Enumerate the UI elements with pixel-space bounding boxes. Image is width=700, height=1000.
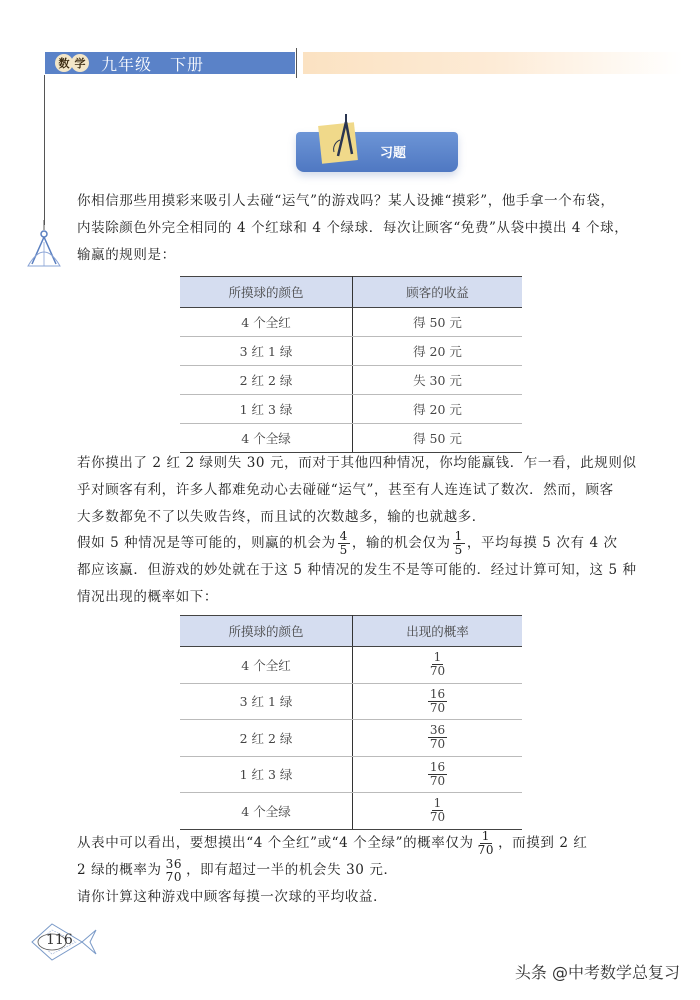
text-line: 都应该赢．但游戏的妙处就在于这 5 种情况的发生不是等可能的．经过计算可知，这 5 种	[77, 562, 637, 578]
table-row	[180, 756, 522, 793]
text-line	[77, 530, 637, 557]
header-divider	[296, 48, 297, 78]
text-span: 从表中可以看出，要想摸出“4 个全红”或“4 个全绿”的概率仅为	[77, 835, 474, 851]
text-span: ，即有超过一半的机会失 30 元．	[186, 862, 398, 878]
subject-badge	[55, 54, 87, 72]
header-title	[101, 52, 204, 75]
table-row	[180, 647, 522, 684]
fraction-denominator: 70	[429, 773, 446, 788]
table-cell: 4 个全红	[180, 308, 353, 337]
table-row	[180, 308, 522, 337]
exercise-title: 习题	[380, 146, 407, 161]
text-line: 情况出现的概率如下：	[77, 589, 218, 605]
fraction-numerator: 36	[429, 723, 446, 738]
text-line: 大多数都免不了以失败告终，而且试的次数越多，输的也就越多．	[77, 509, 486, 525]
probability-fraction	[428, 651, 447, 678]
intro-paragraph	[77, 188, 637, 269]
table-row	[180, 793, 522, 830]
header-gradient-band	[303, 52, 683, 74]
fraction-numerator: 1	[433, 650, 442, 665]
text-line: 你相信那些用摸彩来吸引人去碰“运气”的游戏吗？某人设摊“摸彩”，他手拿一个布袋，	[77, 193, 615, 209]
subject-badge-char: 数	[55, 54, 73, 72]
table-row	[180, 683, 522, 720]
fraction-denominator: 70	[429, 700, 446, 715]
text-line	[77, 857, 637, 884]
column-header: 出现的概率	[353, 616, 523, 647]
conclusion-paragraph	[77, 830, 637, 911]
table-row	[180, 337, 522, 366]
table-cell: 得 50 元	[353, 308, 523, 337]
table-cell: 得 20 元	[353, 337, 523, 366]
compass-icon	[330, 112, 360, 162]
subject-badge-char: 学	[71, 54, 89, 72]
column-header: 顾客的收益	[353, 277, 523, 308]
probability-fraction	[428, 761, 447, 788]
compass-ornament-icon	[24, 220, 64, 270]
table-row	[180, 424, 522, 453]
text-line: 乎对顾客有利，许多人都难免动心去碰碰“运气”，甚至有人连连试了数次．然而，顾客	[77, 482, 614, 498]
fraction-numerator: 16	[429, 686, 446, 701]
table-cell	[353, 793, 523, 830]
text-line: 内装除颜色外完全相同的 4 个红球和 4 个绿球．每次让顾客“免费”从袋中摸出 4 个球，	[77, 220, 629, 236]
grade-label: 九年级	[101, 54, 153, 74]
fraction-numerator: 16	[429, 759, 446, 774]
table-cell	[353, 756, 523, 793]
table-cell: 4 个全绿	[180, 793, 353, 830]
fraction-denominator: 70	[477, 843, 495, 857]
table-cell	[353, 647, 523, 684]
table-row	[180, 720, 522, 757]
analysis-paragraph	[77, 450, 637, 531]
text-span: ，而摸到 2 红	[498, 835, 588, 851]
table-cell: 得 20 元	[353, 395, 523, 424]
text-span: ，平均每摸 5 次有 4 次	[466, 535, 618, 551]
table-cell: 3 红 1 绿	[180, 683, 353, 720]
fraction-lose	[453, 530, 465, 557]
table-cell	[353, 683, 523, 720]
table-cell: 4 个全红	[180, 647, 353, 684]
probability-fraction	[428, 724, 447, 751]
watermark: 头条 @中考数学总复习	[514, 963, 680, 982]
text-span: 假如 5 种情况是等可能的，则赢的机会为	[77, 535, 336, 551]
probability-fraction	[428, 688, 447, 715]
table-cell: 4 个全绿	[180, 424, 353, 453]
table-cell: 2 红 2 绿	[180, 366, 353, 395]
table-row	[180, 366, 522, 395]
fraction-two-two	[164, 858, 184, 884]
fraction-denominator: 70	[429, 737, 446, 752]
left-margin-rule	[44, 75, 45, 225]
table-cell: 1 红 3 绿	[180, 756, 353, 793]
fraction-numerator: 1	[454, 529, 463, 543]
text-line: 若你摸出了 2 红 2 绿则失 30 元，而对于其他四种情况，你均能赢钱．乍一看，此规则似	[77, 455, 637, 471]
text-line: 输赢的规则是：	[77, 247, 176, 263]
probability-paragraph	[77, 530, 637, 611]
table-header-row	[180, 277, 522, 308]
fraction-denominator: 70	[429, 810, 446, 825]
fraction-denominator: 5	[339, 543, 348, 557]
table-cell: 得 50 元	[353, 424, 523, 453]
fraction-numerator: 1	[481, 829, 490, 843]
fraction-denominator: 70	[429, 664, 446, 679]
table-row	[180, 395, 522, 424]
fraction-numerator: 36	[165, 856, 183, 871]
fraction-denominator: 5	[454, 543, 463, 557]
probability-table	[180, 615, 522, 830]
table-cell: 失 30 元	[353, 366, 523, 395]
fraction-all-same	[476, 830, 496, 857]
text-span: ，输的机会仅为	[351, 535, 451, 551]
probability-fraction	[428, 797, 447, 824]
fraction-numerator: 4	[339, 529, 348, 543]
page-number: 116	[46, 932, 73, 948]
header-bar	[45, 52, 295, 74]
table-cell: 2 红 2 绿	[180, 720, 353, 757]
table-header-row	[180, 616, 522, 647]
fraction-win	[338, 530, 350, 557]
volume-label: 下册	[170, 54, 205, 74]
table-cell: 1 红 3 绿	[180, 395, 353, 424]
column-header: 所摸球的颜色	[180, 616, 353, 647]
fraction-numerator: 1	[433, 796, 442, 811]
rules-table	[180, 276, 522, 453]
text-line	[77, 830, 637, 857]
fraction-denominator: 70	[165, 869, 183, 884]
text-span: 2 绿的概率为	[77, 862, 162, 878]
table-cell	[353, 720, 523, 757]
table-cell: 3 红 1 绿	[180, 337, 353, 366]
column-header: 所摸球的颜色	[180, 277, 353, 308]
question-line: 请你计算这种游戏中顾客每摸一次球的平均收益．	[77, 889, 388, 905]
